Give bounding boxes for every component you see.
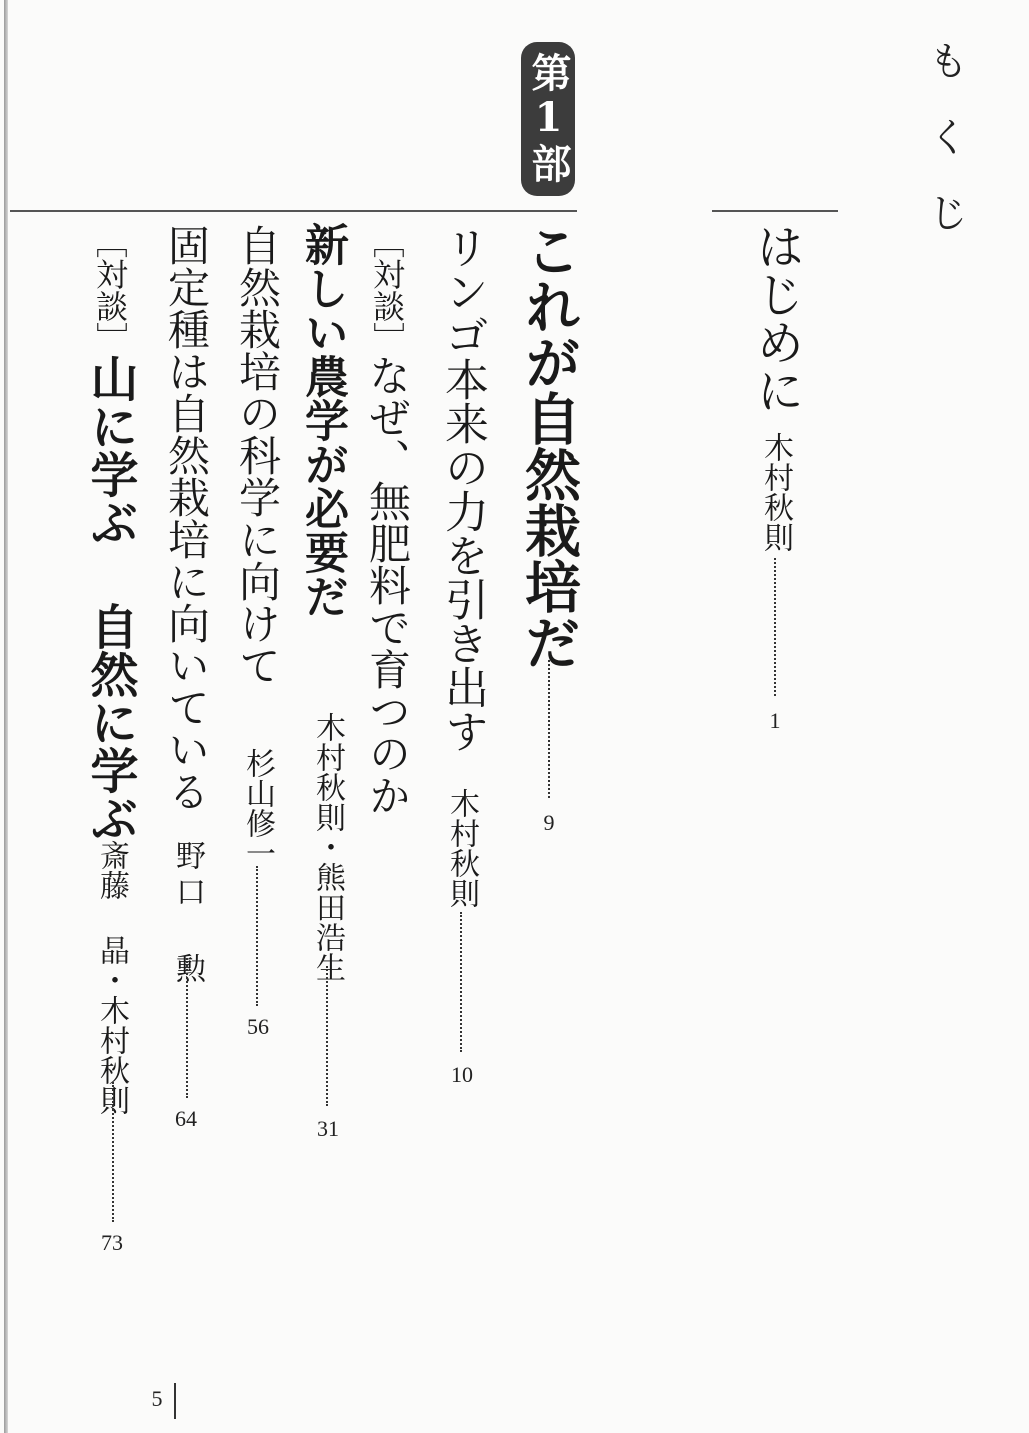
part-badge-label: 第1部	[525, 52, 572, 185]
entry-science-page-number: 56	[247, 1014, 269, 1039]
entry-apple-title: リンゴ本来の力を引き出す	[437, 225, 488, 753]
entry-taidan2-leader-dots	[112, 1082, 114, 1222]
part-divider	[10, 210, 577, 212]
entry-taidan2-tag: ［対談］	[91, 226, 129, 354]
entry-taidan1-subtitle: 新しい農学が必要だ	[297, 222, 348, 618]
entry-taidan1-page-number: 31	[317, 1116, 339, 1141]
intro-leader-dots	[774, 558, 776, 696]
entry-science-author: 杉山修一	[240, 748, 275, 868]
entry-seed-author: 野口 勲	[170, 840, 205, 989]
entry-apple-leader-dots	[460, 912, 462, 1052]
entry-apple-author: 木村秋則	[444, 788, 479, 908]
entry-seed-title: 固定種は自然栽培に向いている	[162, 224, 211, 812]
entry-seed-leader-dots	[186, 958, 188, 1098]
entry-science-leader-dots	[256, 866, 258, 1006]
part-badge	[521, 42, 575, 196]
entry-taidan2-title: 山に学ぶ 自然に学ぶ	[82, 354, 138, 842]
intro-title: はじめに	[748, 222, 804, 414]
intro-page-number: 1	[769, 708, 781, 733]
entry-taidan2-page-number: 73	[101, 1230, 123, 1255]
folio-page-number: 5	[151, 1386, 163, 1411]
intro-author: 木村秋則	[758, 432, 793, 552]
entry-taidan2-author: 斎藤 晶・木村秋則	[94, 840, 129, 1115]
entry-taidan1-tag: ［対談］	[368, 226, 406, 354]
intro-divider	[712, 210, 838, 212]
entry-apple-page-number: 10	[451, 1062, 473, 1087]
entry-taidan1-leader-dots	[326, 966, 328, 1106]
entry-taidan2-title-column	[82, 226, 138, 842]
page-heading: もくじ	[922, 40, 968, 268]
part-leader-dots	[548, 660, 550, 798]
part-title: これが自然栽培だ	[516, 222, 581, 670]
folio-rule	[174, 1383, 176, 1419]
entry-science-title: 自然栽培の科学に向けて	[233, 224, 282, 686]
entry-taidan1-author: 木村秋則・熊田浩生	[310, 712, 345, 982]
binding-edge	[4, 0, 8, 1433]
entry-seed-page-number: 64	[175, 1106, 197, 1131]
part-page-number: 9	[543, 810, 555, 835]
entry-taidan1-title: なぜ、無肥料で育つのか	[363, 354, 412, 816]
entry-taidan1-title-column	[363, 226, 412, 816]
